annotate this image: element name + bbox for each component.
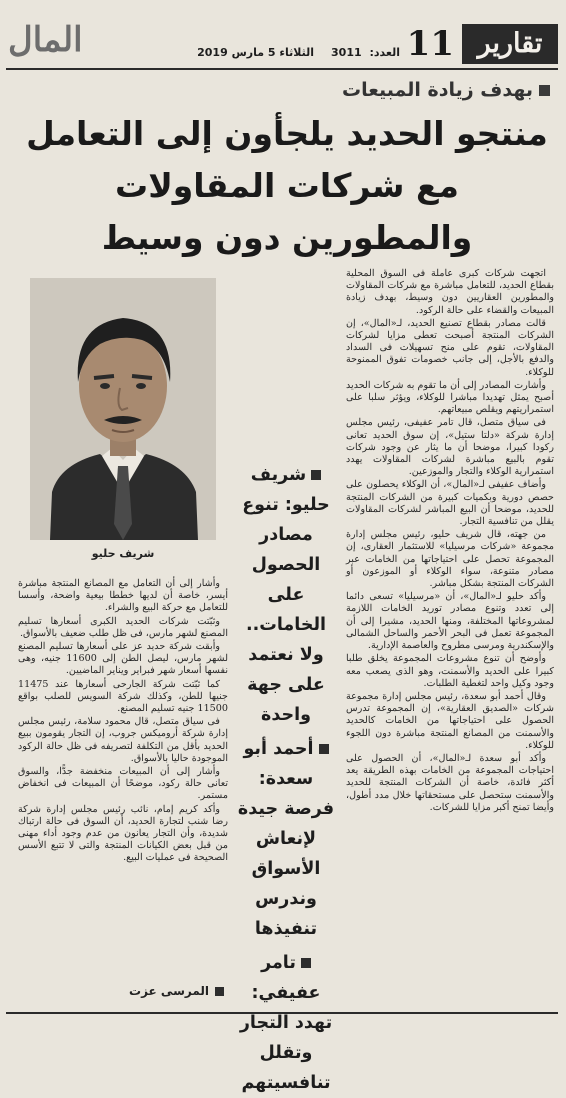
issue-label: العدد: <box>369 46 400 59</box>
paragraph: وأكد أبو سعدة لـ«المال»، أن الحصول على احتياجات المجموعة من الخامات بهذه الطريقة يعد أكثر فائدة، خاصة أن الشركات المنتجة للحديد والأسمنت ستحصل على مستحقاتها خلال مدد أطول، وأيضا تمنح أكبر مزايا للشركات. <box>346 752 554 813</box>
page-number: 11 <box>406 24 454 64</box>
footer-divider <box>6 1012 558 1014</box>
newspaper-logo: المال <box>8 20 83 60</box>
paragraph: قالت مصادر بقطاع تصنيع الحديد، لـ«المال»، إن الشركات المنتجة أصبحت تعطى مزايا لشركات المقاولات، تقوم على منح تسهيلات فى السداد والدفع بالأجل، إلى جانب خصومات تفوق الممنوحة للوكلاء. <box>346 317 554 378</box>
paragraph: وأبقت شركة حديد عز على أسعارها تسليم المصنع لشهر مارس، ليصل الطن إلى 11600 جنيه، وهى نفسها أسعار شهر فبراير ويناير الماضيين. <box>18 641 228 677</box>
pull-quote <box>236 460 336 1093</box>
author-byline <box>24 980 224 1002</box>
paragraph: وأكد حليو لـ«المال»، أن «مرسيليا» تسعى دائما إلى تعدد وتنوع مصادر توريد الخامات اللازمة لمشروعاتها المختلفة، ومنها الحديد، مشيرا إلى أن المجموعة تعمل فى البحر الأحمر والساحل الشمالى والإسكندرية ومرسى مطروح والعاصمة الإدارية. <box>346 591 554 652</box>
masthead <box>6 22 558 68</box>
portrait-photo <box>30 278 216 540</box>
issue-number: 3011 <box>331 46 362 59</box>
section-label: تقارير <box>462 24 558 64</box>
pull-quote-text: أحمد أبو سعدة: فرصة جيدة لإنعاش الأسواق وندرس تنفيذها <box>237 739 335 939</box>
dateline: الثلاثاء 5 مارس 2019 <box>197 46 314 59</box>
pull-quote-text: شريف حليو: تنوع مصادر الحصول على الخامات.. ولا نعتمد على جهة واحدة <box>242 465 330 725</box>
photo-caption: شريف حليو <box>91 547 155 560</box>
paragraph: اتجهت شركات كبرى عاملة فى السوق المحلية بقطاع الحديد، للتعامل مباشرة مع شركات المقاولات والمطورين العقاريين دون وسيط، بهدف زيادة المبيعات والقضاء على حالة الركود. <box>346 268 554 316</box>
paragraph: وأشارت المصادر إلى أن ما تقوم به شركات الحديد أصبح يمثل تهديدا مباشرا للوكلاء، ويؤثر سلبا على استمراريتهم ويقلص مبيعاتهم. <box>346 379 554 416</box>
paragraph: وقال أحمد أبو سعدة، رئيس مجلس إدارة مجموعة شركات «الصديق العقارية»، إن المجموعة تدرس الحصول على احتياجاتها من الخامات كالحديد والأسمنت من المصانع المنتجة مباشرة دون اللجوء للوكلاء. <box>346 690 554 751</box>
pull-quote-item <box>236 948 336 1098</box>
article-column-right <box>346 268 554 1006</box>
square-bullet-icon <box>215 987 224 996</box>
paragraph: كما ثبّتت شركة الجارحى أسعارها عند 11475 جنيها للطن، وكذلك شركة السويس للصلب بواقع 11500 جنيه تسليم المصنع. <box>18 678 228 715</box>
paragraph: فى سياق متصل، قال تامر عفيفى، رئيس مجلس إدارة شركة «دلتا ستيل»، إن سوق الحديد تعانى ركودا كبيرا، موضحا أن ما يثار عن وجود شركات تقوم بالبيع مباشرة لشركات المقاولات يهدد استمرارية الوكلاء والتجار والموزعين. <box>346 417 554 478</box>
pull-quote-text: تامر عفيفي: تهدد التجار وتقلل تنافسيتهم <box>239 953 333 1093</box>
article-headline: منتجو الحديد يلجأون إلى التعامل مع شركات المقاولات والمطورين دون وسيط <box>26 114 548 257</box>
paragraph: وأشار إلى أن المبيعات منخفضة جدًّا، والسوق تعانى حالة ركود، موضحًا أن المبيعات فى انخفاض مستمر. <box>18 766 228 802</box>
square-bullet-icon <box>301 958 311 968</box>
pull-quote-item <box>236 734 336 944</box>
paragraph: وأضاف عفيفى لـ«المال»، أن الوكلاء يحصلون على حصص دورية وبكميات كبيرة من الشركات المنتجة للحديد، موضحا أن البيع المباشر لشركات المقاولات يقلل من تنافسية التجار. <box>346 479 554 528</box>
article-column-left <box>18 578 228 976</box>
paragraph: وأشار إلى أن التعامل مع المصانع المنتجة مباشرة أيسر، خاصة أن لديها خططا بيعية واضحة، وأسسا للتعامل مع حركة البيع والشراء. <box>18 578 228 614</box>
kicker-text: بهدف زيادة المبيعات <box>342 79 533 101</box>
paragraph: من جهته، قال شريف حليو، رئيس مجلس إدارة مجموعة «شركات مرسيليا» للاستثمار العقارى، إن المجموعة تحصل على احتياجاتها من الخامات عبر مصادر متنوعة، سواء الوكلاء أو الموزعون أو الشركات المنتجة بشكل مباشر. <box>346 529 554 590</box>
masthead-divider <box>6 68 558 70</box>
paragraph: وثبّتت شركات الحديد الكبرى أسعارها تسليم المصنع لشهر مارس، فى ظل طلب ضعيف بالأسواق. <box>18 615 228 639</box>
author-name: المرسى عزت <box>129 984 209 998</box>
issue-info <box>331 46 400 59</box>
paragraph: وأوضح أن تنوع مشروعات المجموعة يخلق طلبا كبيرا على الحديد والأسمنت، وهو الذى يصعب معه وجود وكيل واحد لتغطية الطلبات. <box>346 653 554 689</box>
pull-quote-item <box>236 460 336 730</box>
paragraph: وأكد كريم إمام، نائب رئيس مجلس إدارة شركة رضا شنب لتجارة الحديد، أن السوق فى حالة ارتباك شديدة، وأن التجار يعانون من عدم وجود أداء مهنى من قبل بعض الكيانات المنتجة والتى لا تتبع الأسس الصحيحة فى عمليات البيع. <box>18 803 228 864</box>
square-bullet-icon <box>539 85 550 96</box>
paragraph: فى سياق متصل، قال محمود سلامة، رئيس مجلس إدارة شركة أروميكس جروب، إن التجار يقومون ببيع الحديد بأقل من التكلفة لتصريفه فى ظل حالة الركود الموجودة حاليا بالأسواق. <box>18 716 228 764</box>
article-kicker <box>150 76 550 104</box>
square-bullet-icon <box>311 470 321 480</box>
square-bullet-icon <box>319 744 329 754</box>
portrait-illustration <box>30 278 216 540</box>
